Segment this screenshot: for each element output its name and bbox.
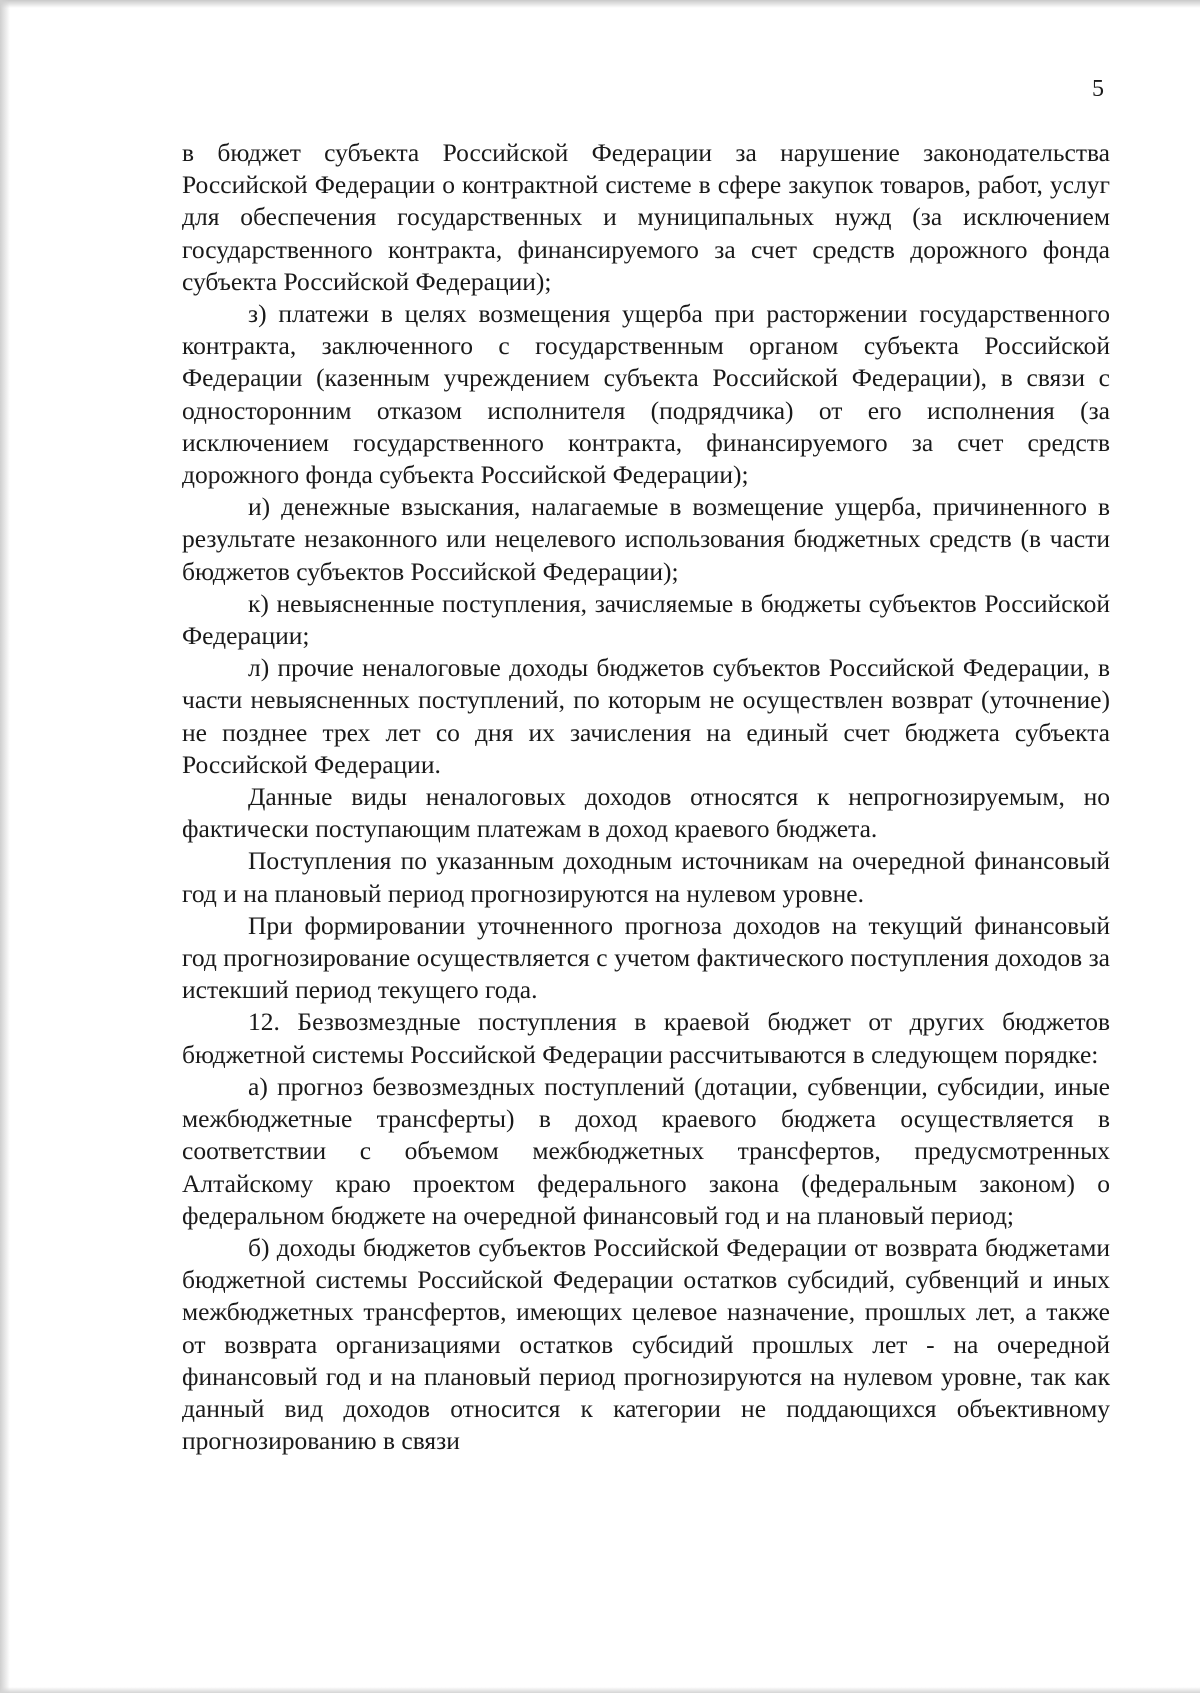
paragraph-current-year-forecast: При формировании уточненного прогноза доходов на текущий финансовый год прогнозирование осуществляется с учетом фактического поступления доходов за истекший период текущего года.: [182, 910, 1110, 1005]
scan-edge-top: [0, 0, 1200, 8]
paragraph-item-i: и) денежные взыскания, налагаемые в возмещение ущерба, причиненного в результате незаконного или нецелевого использования бюджетных средств (в части бюджетов субъектов Российской Федерации);: [182, 492, 1110, 586]
paragraph-continuation: в бюджет субъекта Российской Федерации за нарушение законодательства Российской Федерации о контрактной системе в сфере закупок товаров, работ, услуг для обеспечения государственных и муниципальных нужд (за исключением государственного контракта, финансируемого за счет средств дорожного фонда субъекта Российской Федерации);: [182, 138, 1110, 296]
paragraph-item-l: л) прочие неналоговые доходы бюджетов субъектов Российской Федерации, в части невыясненных поступлений, по которым не осуществлен возврат (уточнение) не позднее трех лет со дня их зачисления на единый счет бюджета субъекта Российской Федерации.: [182, 653, 1110, 779]
paragraph-item-b: б) доходы бюджетов субъектов Российской Федерации от возврата бюджетами бюджетной системы Российской Федерации остатков субсидий, субвенций и иных межбюджетных трансфертов, имеющих целевое назначение, прошлых лет, а также от возврата организациями остатков субсидий прошлых лет - на очередной финансовый год и на плановый период прогнозируются на нулевом уровне, так как данный вид доходов относится к категории не поддающихся объективному прогнозированию в связи: [182, 1232, 1110, 1456]
paragraph-zero-forecast: Поступления по указанным доходным источникам на очередной финансовый год и на плановый период прогнозируются на нулевом уровне.: [182, 846, 1110, 908]
paragraph-item-z: з) платежи в целях возмещения ущерба при расторжении государственного контракта, заключенного с государственным органом субъекта Российской Федерации (казенным учреждением субъекта Российской Федерации), в связи с односторонним отказом исполнителя (подрядчика) от его исполнения (за исключением государственного контракта, финансируемого за счет средств дорожного фонда субъекта Российской Федерации);: [182, 299, 1110, 490]
scan-edge-bottom: [0, 1687, 1200, 1693]
page-number: 5: [1092, 76, 1104, 102]
document-body: [182, 137, 1110, 1457]
paragraph-nontax-note: Данные виды неналоговых доходов относятся к непрогнозируемым, но фактически поступающим платежам в доход краевого бюджета.: [182, 782, 1110, 844]
paragraph-item-a: а) прогноз безвозмездных поступлений (дотации, субвенции, субсидии, иные межбюджетные трансферты) в доход краевого бюджета осуществляется в соответствии с объемом межбюджетных трансфертов, предусмотренных Алтайскому краю проектом федерального закона (федеральным законом) о федеральном бюджете на очередной финансовый год и на плановый период;: [182, 1071, 1110, 1230]
paragraph-section-12: 12. Безвозмездные поступления в краевой бюджет от других бюджетов бюджетной системы Российской Федерации рассчитываются в следующем порядке:: [182, 1007, 1110, 1069]
scan-edge-left: [0, 0, 10, 1693]
paragraph-item-k: к) невыясненные поступления, зачисляемые в бюджеты субъектов Российской Федерации;: [182, 588, 1110, 651]
